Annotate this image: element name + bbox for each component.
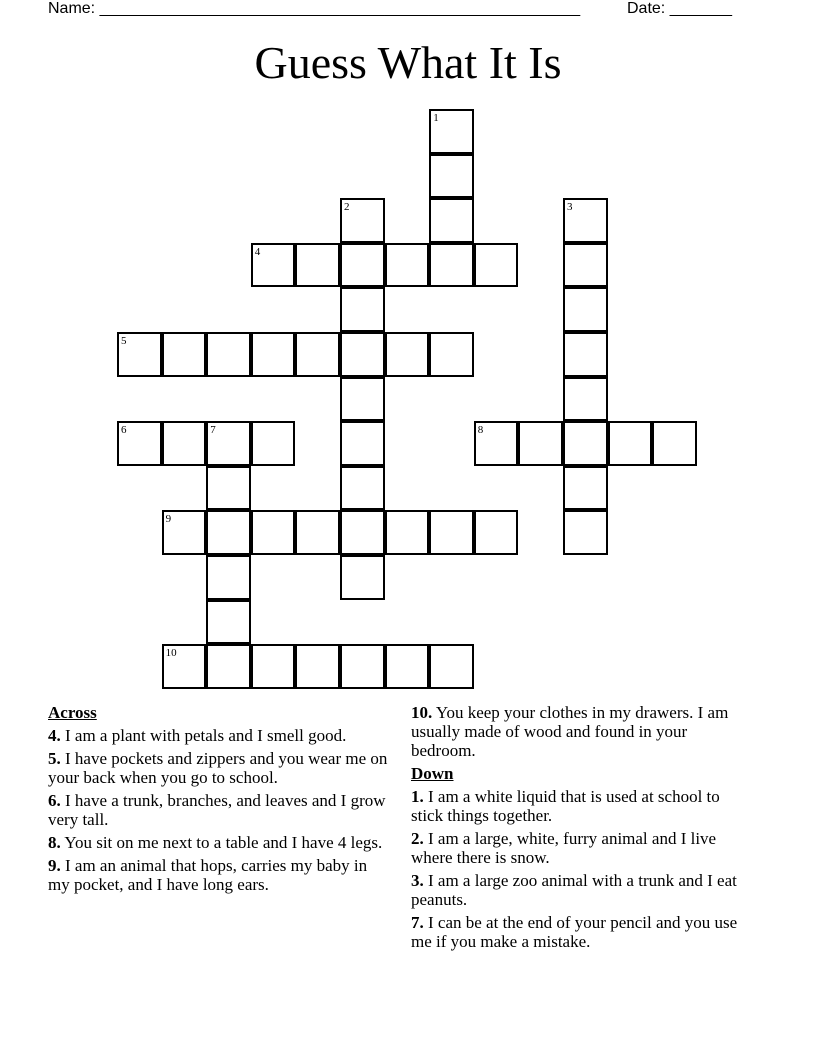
clue-number: 8. (48, 833, 61, 852)
grid-cell[interactable] (385, 332, 430, 377)
clue-across-5 (48, 749, 388, 787)
grid-cell[interactable] (251, 644, 296, 689)
grid-cell[interactable] (385, 510, 430, 555)
grid-cell[interactable] (206, 644, 251, 689)
grid-cell[interactable] (206, 421, 251, 466)
grid-cell[interactable] (563, 377, 608, 422)
grid-cell[interactable] (340, 287, 385, 332)
grid-cell[interactable] (563, 243, 608, 288)
clues-right-column (411, 703, 751, 955)
cell-number: 5 (121, 335, 127, 347)
clue-number: 9. (48, 856, 61, 875)
clue-text: You sit on me next to a table and I have 4 legs. (64, 833, 383, 852)
clue-number: 10. (411, 703, 433, 722)
grid-cell[interactable] (563, 332, 608, 377)
grid-cell[interactable] (429, 109, 474, 154)
clue-text: I have pockets and zippers and you wear me on your back when you go to school. (48, 749, 388, 787)
grid-cell[interactable] (251, 510, 296, 555)
grid-cell[interactable] (206, 555, 251, 600)
grid-cell[interactable] (608, 421, 653, 466)
grid-cell[interactable] (162, 644, 207, 689)
grid-cell[interactable] (340, 421, 385, 466)
grid-cell[interactable] (429, 510, 474, 555)
clue-text: I am a white liquid that is used at school to stick things together. (411, 787, 720, 825)
clue-text: I am an animal that hops, carries my baby in my pocket, and I have long ears. (48, 856, 368, 894)
cell-number: 7 (210, 424, 216, 437)
name-field[interactable]: Name: ______________________________________________________ (48, 0, 581, 17)
clue-number: 1. (411, 787, 424, 806)
clue-number: 4. (48, 726, 61, 745)
grid-cell[interactable] (206, 466, 251, 511)
clue-across-10 (411, 703, 751, 760)
clue-text: I have a trunk, branches, and leaves and I grow very tall. (48, 791, 386, 829)
clue-across-8 (48, 833, 388, 852)
clue-down-7 (411, 913, 751, 951)
grid-cell[interactable] (340, 510, 385, 555)
grid-cell[interactable] (117, 332, 162, 377)
clue-across-6 (48, 791, 388, 829)
grid-cell[interactable] (385, 644, 430, 689)
grid-cell[interactable] (563, 287, 608, 332)
clue-text: You keep your clothes in my drawers. I am usually made of wood and found in your bedroom. (411, 703, 729, 760)
grid-cell[interactable] (340, 466, 385, 511)
clue-across-4 (48, 726, 388, 745)
grid-cell[interactable] (295, 644, 340, 689)
clue-number: 6. (48, 791, 61, 810)
clue-text: I can be at the end of your pencil and you use me if you make a mistake. (411, 913, 738, 951)
clue-number: 3. (411, 871, 424, 890)
clue-across-9 (48, 856, 388, 894)
grid-cell[interactable] (429, 332, 474, 377)
grid-cell[interactable] (295, 332, 340, 377)
cell-number: 1 (433, 112, 439, 124)
grid-cell[interactable] (206, 332, 251, 377)
date-field[interactable]: Date: _______ (627, 0, 732, 17)
cell-number: 6 (121, 424, 127, 437)
clue-number: 7. (411, 913, 424, 932)
grid-cell[interactable] (340, 198, 385, 243)
grid-cell[interactable] (206, 510, 251, 555)
grid-cell[interactable] (429, 644, 474, 689)
grid-cell[interactable] (162, 421, 207, 466)
grid-cell[interactable] (474, 421, 519, 466)
grid-cell[interactable] (251, 332, 296, 377)
grid-cell[interactable] (117, 421, 162, 466)
grid-cell[interactable] (563, 198, 608, 243)
clue-number: 2. (411, 829, 424, 848)
clue-number: 5. (48, 749, 61, 768)
grid-cell[interactable] (385, 243, 430, 288)
grid-cell[interactable] (340, 555, 385, 600)
cell-number: 3 (567, 201, 573, 214)
grid-cell[interactable] (340, 332, 385, 377)
grid-cell[interactable] (563, 466, 608, 511)
grid-cell[interactable] (474, 510, 519, 555)
grid-cell[interactable] (295, 510, 340, 555)
grid-cell[interactable] (563, 421, 608, 466)
cell-number: 9 (165, 513, 172, 526)
grid-cell[interactable] (251, 421, 296, 466)
clue-down-1 (411, 787, 751, 825)
grid-cell[interactable] (518, 421, 563, 466)
grid-cell[interactable] (652, 421, 697, 466)
grid-cell[interactable] (206, 600, 251, 645)
grid-cell[interactable] (251, 243, 296, 288)
cell-number: 10 (165, 647, 177, 660)
clues-left-column (48, 703, 388, 898)
clue-text: I am a large zoo animal with a trunk and I eat peanuts. (411, 871, 737, 909)
cell-number: 8 (477, 424, 484, 437)
grid-cell[interactable] (474, 243, 519, 288)
cell-number: 4 (254, 245, 261, 258)
clue-text: I am a large, white, furry animal and I live where there is snow. (411, 829, 717, 867)
clue-down-2 (411, 829, 751, 867)
grid-cell[interactable] (340, 377, 385, 422)
across-heading: Across (48, 703, 97, 722)
clue-text: I am a plant with petals and I smell good. (65, 726, 347, 745)
grid-cell[interactable] (340, 644, 385, 689)
grid-cell[interactable] (162, 510, 207, 555)
clue-down-3 (411, 871, 751, 909)
grid-cell[interactable] (162, 332, 207, 377)
down-heading: Down (411, 764, 454, 783)
grid-cell[interactable] (340, 243, 385, 288)
grid-cell[interactable] (563, 510, 608, 555)
grid-cell[interactable] (429, 243, 474, 288)
grid-cell[interactable] (295, 243, 340, 288)
cell-number: 2 (344, 201, 350, 214)
grid-cell[interactable] (429, 154, 474, 199)
page-title: Guess What It Is (254, 37, 562, 88)
grid-cell[interactable] (429, 198, 474, 243)
